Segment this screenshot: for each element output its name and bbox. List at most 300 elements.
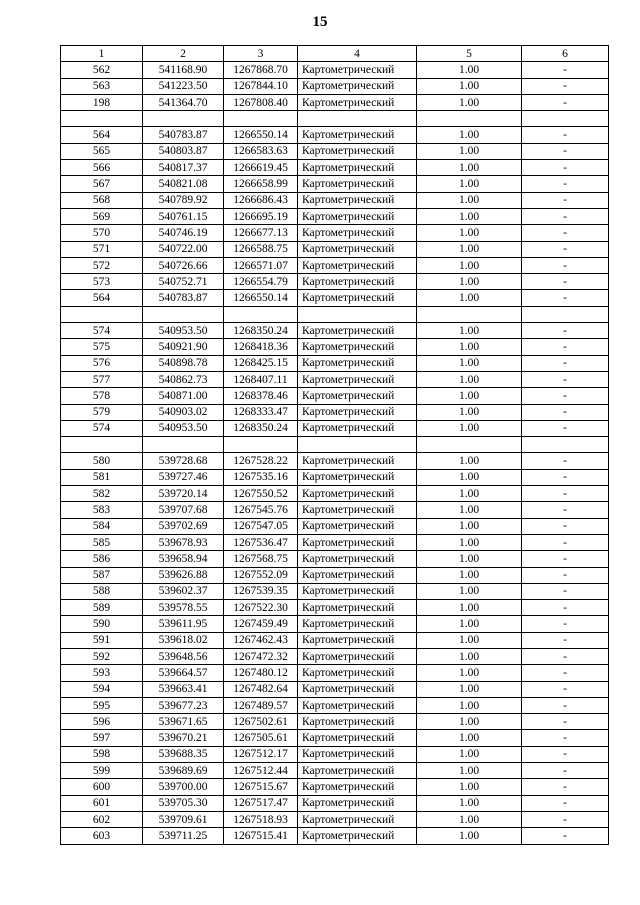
- table-cell-col1: 599: [61, 763, 143, 779]
- table-row: [61, 62, 609, 78]
- table-cell-col6: -: [522, 567, 609, 583]
- table-cell-col2: 540898.78: [143, 355, 224, 371]
- table-cell-col3: 1266695.19: [224, 208, 298, 224]
- table-cell-col1: 574: [61, 420, 143, 436]
- table-row: [61, 274, 609, 290]
- table-row: [61, 746, 609, 762]
- table-row: [61, 160, 609, 176]
- table-cell-col1: 596: [61, 714, 143, 730]
- table-cell-col1: 603: [61, 828, 143, 844]
- header-cell-3: 3: [224, 46, 298, 62]
- table-cell-col3: 1267517.47: [224, 795, 298, 811]
- table-row: [61, 225, 609, 241]
- table-cell-col6: -: [522, 355, 609, 371]
- table-cell-col4: Картометрический: [298, 697, 417, 713]
- table-cell-col1: 586: [61, 551, 143, 567]
- table-cell-col6: -: [522, 388, 609, 404]
- table-cell-col5: 1.00: [417, 567, 522, 583]
- table-cell-col4: Картометрический: [298, 665, 417, 681]
- table-cell-col6: -: [522, 665, 609, 681]
- table-cell-col3: 1268333.47: [224, 404, 298, 420]
- table-cell-col3: 1267459.49: [224, 616, 298, 632]
- table-row: [61, 420, 609, 436]
- table-cell-col1: 587: [61, 567, 143, 583]
- table-cell-col2: 539707.68: [143, 502, 224, 518]
- table-cell-col3: 1267568.75: [224, 551, 298, 567]
- table-cell-col3: 1267552.09: [224, 567, 298, 583]
- table-cell-col1: 565: [61, 143, 143, 159]
- table-cell-col3: 1267515.67: [224, 779, 298, 795]
- table-cell-col5: [417, 306, 522, 322]
- table-cell-col6: -: [522, 828, 609, 844]
- table-cell-col6: -: [522, 486, 609, 502]
- table-cell-col5: 1.00: [417, 143, 522, 159]
- table-cell-col6: -: [522, 811, 609, 827]
- table-cell-col4: Картометрический: [298, 681, 417, 697]
- table-cell-col1: 564: [61, 290, 143, 306]
- table-cell-col3: 1266686.43: [224, 192, 298, 208]
- table-cell-col2: 540752.71: [143, 274, 224, 290]
- table-cell-col5: [417, 111, 522, 127]
- table-cell-col4: Картометрический: [298, 583, 417, 599]
- table-row: [61, 339, 609, 355]
- table-cell-col6: -: [522, 127, 609, 143]
- table-cell-col4: [298, 437, 417, 453]
- table-cell-col1: 590: [61, 616, 143, 632]
- table-cell-col3: 1267502.61: [224, 714, 298, 730]
- table-cell-col5: 1.00: [417, 339, 522, 355]
- table-cell-col5: 1.00: [417, 714, 522, 730]
- table-cell-col4: Картометрический: [298, 371, 417, 387]
- table-row: [61, 665, 609, 681]
- table-cell-col2: 540761.15: [143, 208, 224, 224]
- table-cell-col3: 1267535.16: [224, 469, 298, 485]
- table-cell-col1: 597: [61, 730, 143, 746]
- table-cell-col2: 541364.70: [143, 94, 224, 110]
- table-cell-col5: 1.00: [417, 453, 522, 469]
- table-cell-col2: 539720.14: [143, 486, 224, 502]
- table-cell-col3: 1268378.46: [224, 388, 298, 404]
- table-cell-col5: 1.00: [417, 388, 522, 404]
- spacer-row: [61, 111, 609, 127]
- table-row: [61, 795, 609, 811]
- table-cell-col4: Картометрический: [298, 176, 417, 192]
- table-cell-col5: 1.00: [417, 518, 522, 534]
- page-number: 15: [312, 14, 328, 30]
- table-row: [61, 551, 609, 567]
- table-cell-col5: 1.00: [417, 94, 522, 110]
- table-cell-col4: Картометрический: [298, 486, 417, 502]
- table-cell-col2: 539702.69: [143, 518, 224, 534]
- table-cell-col3: 1268425.15: [224, 355, 298, 371]
- table-cell-col5: 1.00: [417, 274, 522, 290]
- table-cell-col1: 602: [61, 811, 143, 827]
- table-cell-col6: -: [522, 600, 609, 616]
- table-cell-col2: 539709.61: [143, 811, 224, 827]
- table-cell-col5: 1.00: [417, 600, 522, 616]
- table-cell-col6: -: [522, 241, 609, 257]
- table-cell-col6: [522, 111, 609, 127]
- table-cell-col3: 1267808.40: [224, 94, 298, 110]
- table-cell-col6: -: [522, 746, 609, 762]
- table-cell-col6: -: [522, 176, 609, 192]
- table-cell-col4: Картометрический: [298, 323, 417, 339]
- table-cell-col1: 564: [61, 127, 143, 143]
- table-cell-col1: 593: [61, 665, 143, 681]
- table-cell-col1: 589: [61, 600, 143, 616]
- table-row: [61, 371, 609, 387]
- table-cell-col5: 1.00: [417, 404, 522, 420]
- table-cell-col5: 1.00: [417, 551, 522, 567]
- table-cell-col2: 540726.66: [143, 257, 224, 273]
- spacer-row: [61, 437, 609, 453]
- table-cell-col5: 1.00: [417, 811, 522, 827]
- table-cell-col4: Картометрический: [298, 746, 417, 762]
- table-row: [61, 502, 609, 518]
- table-cell-col6: -: [522, 290, 609, 306]
- table-cell-col2: 539578.55: [143, 600, 224, 616]
- header-cell-5: 5: [417, 46, 522, 62]
- table-cell-col1: 570: [61, 225, 143, 241]
- table-cell-col3: 1268407.11: [224, 371, 298, 387]
- table-cell-col3: 1266583.63: [224, 143, 298, 159]
- table-cell-col4: Картометрический: [298, 355, 417, 371]
- table-cell-col2: [143, 111, 224, 127]
- table-cell-col5: 1.00: [417, 323, 522, 339]
- table-row: [61, 323, 609, 339]
- table-cell-col1: [61, 306, 143, 322]
- table-row: [61, 583, 609, 599]
- table-cell-col3: 1268418.36: [224, 339, 298, 355]
- table-cell-col6: [522, 437, 609, 453]
- table-cell-col1: 581: [61, 469, 143, 485]
- table-cell-col4: Картометрический: [298, 567, 417, 583]
- table-cell-col2: 540953.50: [143, 420, 224, 436]
- table-cell-col6: -: [522, 453, 609, 469]
- table-cell-col2: 540862.73: [143, 371, 224, 387]
- table-cell-col1: 582: [61, 486, 143, 502]
- table-cell-col5: [417, 437, 522, 453]
- table-cell-col2: [143, 306, 224, 322]
- table-cell-col2: 540953.50: [143, 323, 224, 339]
- table-cell-col6: -: [522, 502, 609, 518]
- table-cell-col3: 1266550.14: [224, 127, 298, 143]
- table-cell-col6: -: [522, 469, 609, 485]
- table-row: [61, 257, 609, 273]
- table-cell-col3: [224, 111, 298, 127]
- table-cell-col1: 566: [61, 160, 143, 176]
- table-cell-col5: 1.00: [417, 355, 522, 371]
- coordinates-table: [60, 45, 609, 845]
- table-cell-col5: 1.00: [417, 763, 522, 779]
- table-cell-col6: -: [522, 648, 609, 664]
- table-cell-col4: Картометрический: [298, 160, 417, 176]
- table-cell-col3: 1267505.61: [224, 730, 298, 746]
- table-row: [61, 127, 609, 143]
- table-cell-col5: 1.00: [417, 616, 522, 632]
- table-cell-col1: 575: [61, 339, 143, 355]
- table-cell-col1: 601: [61, 795, 143, 811]
- table-cell-col5: 1.00: [417, 192, 522, 208]
- table-cell-col1: [61, 111, 143, 127]
- table-cell-col4: [298, 306, 417, 322]
- table-cell-col5: 1.00: [417, 632, 522, 648]
- table-cell-col3: 1267515.41: [224, 828, 298, 844]
- table-row: [61, 404, 609, 420]
- table-cell-col5: 1.00: [417, 371, 522, 387]
- table-cell-col1: 567: [61, 176, 143, 192]
- table-cell-col3: 1266677.13: [224, 225, 298, 241]
- table-cell-col1: 579: [61, 404, 143, 420]
- table-cell-col6: -: [522, 632, 609, 648]
- table-cell-col1: 594: [61, 681, 143, 697]
- table-row: [61, 779, 609, 795]
- table-cell-col2: 540821.08: [143, 176, 224, 192]
- table-row: [61, 730, 609, 746]
- table-cell-col5: 1.00: [417, 583, 522, 599]
- table-cell-col5: 1.00: [417, 78, 522, 94]
- table-cell-col6: -: [522, 420, 609, 436]
- table-cell-col3: 1267868.70: [224, 62, 298, 78]
- table-cell-col5: 1.00: [417, 697, 522, 713]
- table-cell-col5: 1.00: [417, 746, 522, 762]
- table-cell-col3: 1267547.05: [224, 518, 298, 534]
- table-cell-col1: 563: [61, 78, 143, 94]
- table-row: [61, 192, 609, 208]
- table-cell-col1: 600: [61, 779, 143, 795]
- table-cell-col2: 541168.90: [143, 62, 224, 78]
- table-cell-col2: 540789.92: [143, 192, 224, 208]
- table-row: [61, 828, 609, 844]
- table-cell-col2: 539677.23: [143, 697, 224, 713]
- table-cell-col6: -: [522, 208, 609, 224]
- table-cell-col5: 1.00: [417, 648, 522, 664]
- table-cell-col3: 1267512.44: [224, 763, 298, 779]
- table-cell-col1: 595: [61, 697, 143, 713]
- table-cell-col6: -: [522, 551, 609, 567]
- table-cell-col6: -: [522, 274, 609, 290]
- table-row: [61, 681, 609, 697]
- table-cell-col2: 539618.02: [143, 632, 224, 648]
- table-cell-col3: 1267536.47: [224, 534, 298, 550]
- table-cell-col4: Картометрический: [298, 241, 417, 257]
- table-cell-col2: 541223.50: [143, 78, 224, 94]
- table-cell-col2: 539727.46: [143, 469, 224, 485]
- table-cell-col1: 585: [61, 534, 143, 550]
- table-cell-col1: 578: [61, 388, 143, 404]
- table-row: [61, 94, 609, 110]
- table-cell-col4: Картометрический: [298, 94, 417, 110]
- table-header-row: [61, 46, 609, 62]
- table-cell-col1: 574: [61, 323, 143, 339]
- table-cell-col4: Картометрический: [298, 290, 417, 306]
- table-cell-col5: 1.00: [417, 290, 522, 306]
- table-cell-col4: Картометрический: [298, 225, 417, 241]
- spacer-row: [61, 306, 609, 322]
- table-cell-col2: 539671.65: [143, 714, 224, 730]
- table-row: [61, 78, 609, 94]
- table-cell-col4: Картометрический: [298, 469, 417, 485]
- table-cell-col3: 1266550.14: [224, 290, 298, 306]
- table-cell-col6: -: [522, 192, 609, 208]
- table-cell-col6: -: [522, 160, 609, 176]
- table-cell-col2: 539688.35: [143, 746, 224, 762]
- table-cell-col6: -: [522, 616, 609, 632]
- table-cell-col4: Картометрический: [298, 420, 417, 436]
- table-cell-col4: Картометрический: [298, 534, 417, 550]
- table-cell-col3: 1267539.35: [224, 583, 298, 599]
- table-row: [61, 469, 609, 485]
- table-row: [61, 567, 609, 583]
- table-row: [61, 355, 609, 371]
- table-cell-col4: Картометрический: [298, 648, 417, 664]
- table-row: [61, 714, 609, 730]
- table-cell-col6: -: [522, 94, 609, 110]
- table-cell-col4: Картометрический: [298, 551, 417, 567]
- header-cell-4: 4: [298, 46, 417, 62]
- table-cell-col2: 539611.95: [143, 616, 224, 632]
- table-cell-col6: -: [522, 583, 609, 599]
- table-cell-col5: 1.00: [417, 62, 522, 78]
- table-cell-col1: 569: [61, 208, 143, 224]
- table-cell-col2: 539648.56: [143, 648, 224, 664]
- table-row: [61, 290, 609, 306]
- table-cell-col2: 540746.19: [143, 225, 224, 241]
- table-cell-col6: -: [522, 371, 609, 387]
- table-cell-col6: -: [522, 62, 609, 78]
- table-cell-col3: 1267522.30: [224, 600, 298, 616]
- table-cell-col2: 540722.00: [143, 241, 224, 257]
- table-cell-col4: Картометрический: [298, 828, 417, 844]
- table-cell-col2: 539602.37: [143, 583, 224, 599]
- table-cell-col2: 539658.94: [143, 551, 224, 567]
- table-cell-col4: Картометрический: [298, 600, 417, 616]
- table-cell-col3: 1267545.76: [224, 502, 298, 518]
- table-cell-col5: 1.00: [417, 795, 522, 811]
- table-cell-col4: Картометрический: [298, 518, 417, 534]
- table-cell-col4: Картометрический: [298, 811, 417, 827]
- table-cell-col6: -: [522, 78, 609, 94]
- header-cell-2: 2: [143, 46, 224, 62]
- table-cell-col3: [224, 306, 298, 322]
- table-cell-col2: 539664.57: [143, 665, 224, 681]
- table-cell-col3: 1267512.17: [224, 746, 298, 762]
- table-cell-col3: 1267528.22: [224, 453, 298, 469]
- header-cell-6: 6: [522, 46, 609, 62]
- table-cell-col1: 583: [61, 502, 143, 518]
- table-cell-col3: 1267489.57: [224, 697, 298, 713]
- table-cell-col4: [298, 111, 417, 127]
- table-cell-col4: Картометрический: [298, 404, 417, 420]
- table-cell-col1: 591: [61, 632, 143, 648]
- table-cell-col3: 1266588.75: [224, 241, 298, 257]
- table-cell-col2: 540871.00: [143, 388, 224, 404]
- table-cell-col5: 1.00: [417, 420, 522, 436]
- table-cell-col4: Картометрический: [298, 714, 417, 730]
- table-cell-col6: -: [522, 143, 609, 159]
- table-cell-col5: 1.00: [417, 127, 522, 143]
- table-cell-col3: 1266554.79: [224, 274, 298, 290]
- table-cell-col5: 1.00: [417, 730, 522, 746]
- table-cell-col2: 539626.88: [143, 567, 224, 583]
- table-cell-col6: -: [522, 225, 609, 241]
- table-cell-col5: 1.00: [417, 176, 522, 192]
- table-row: [61, 208, 609, 224]
- table-row: [61, 453, 609, 469]
- table-cell-col4: Картометрический: [298, 127, 417, 143]
- table-cell-col1: 573: [61, 274, 143, 290]
- table-cell-col4: Картометрический: [298, 616, 417, 632]
- table-cell-col4: Картометрический: [298, 274, 417, 290]
- table-cell-col3: 1268350.24: [224, 323, 298, 339]
- table-row: [61, 811, 609, 827]
- table-cell-col5: 1.00: [417, 160, 522, 176]
- table-cell-col3: 1267518.93: [224, 811, 298, 827]
- table-cell-col3: 1267480.12: [224, 665, 298, 681]
- table-cell-col1: 588: [61, 583, 143, 599]
- table-cell-col6: -: [522, 339, 609, 355]
- table-cell-col4: Картометрический: [298, 388, 417, 404]
- table-cell-col2: 539700.00: [143, 779, 224, 795]
- table-cell-col1: 576: [61, 355, 143, 371]
- table-cell-col4: Картометрический: [298, 502, 417, 518]
- table-cell-col4: Картометрический: [298, 763, 417, 779]
- table-cell-col5: 1.00: [417, 469, 522, 485]
- table-row: [61, 486, 609, 502]
- table-cell-col3: 1266658.99: [224, 176, 298, 192]
- table-row: [61, 632, 609, 648]
- table-row: [61, 241, 609, 257]
- table-cell-col6: -: [522, 323, 609, 339]
- table-cell-col2: 540783.87: [143, 290, 224, 306]
- table-cell-col4: Картометрический: [298, 730, 417, 746]
- table-cell-col5: 1.00: [417, 779, 522, 795]
- table-cell-col1: 592: [61, 648, 143, 664]
- table-cell-col2: 539689.69: [143, 763, 224, 779]
- table-cell-col6: -: [522, 779, 609, 795]
- table-cell-col2: 539663.41: [143, 681, 224, 697]
- table-row: [61, 518, 609, 534]
- table-cell-col1: 584: [61, 518, 143, 534]
- table-cell-col1: 562: [61, 62, 143, 78]
- table-cell-col2: 539670.21: [143, 730, 224, 746]
- table-cell-col3: [224, 437, 298, 453]
- table-cell-col4: Картометрический: [298, 795, 417, 811]
- table-cell-col2: 539711.25: [143, 828, 224, 844]
- table-cell-col6: -: [522, 404, 609, 420]
- table-cell-col2: 539705.30: [143, 795, 224, 811]
- table-cell-col6: -: [522, 697, 609, 713]
- table-cell-col2: [143, 437, 224, 453]
- table-cell-col4: Картометрический: [298, 632, 417, 648]
- table-row: [61, 697, 609, 713]
- table-cell-col3: 1266571.07: [224, 257, 298, 273]
- table-cell-col1: 572: [61, 257, 143, 273]
- table-body: [61, 46, 609, 845]
- table-cell-col6: -: [522, 534, 609, 550]
- table-cell-col5: 1.00: [417, 665, 522, 681]
- table-cell-col6: [522, 306, 609, 322]
- table-cell-col6: -: [522, 681, 609, 697]
- table-cell-col2: 539678.93: [143, 534, 224, 550]
- table-cell-col1: 571: [61, 241, 143, 257]
- table-row: [61, 388, 609, 404]
- table-cell-col6: -: [522, 795, 609, 811]
- table-cell-col5: 1.00: [417, 241, 522, 257]
- table-cell-col4: Картометрический: [298, 339, 417, 355]
- table-cell-col5: 1.00: [417, 828, 522, 844]
- table-cell-col6: -: [522, 763, 609, 779]
